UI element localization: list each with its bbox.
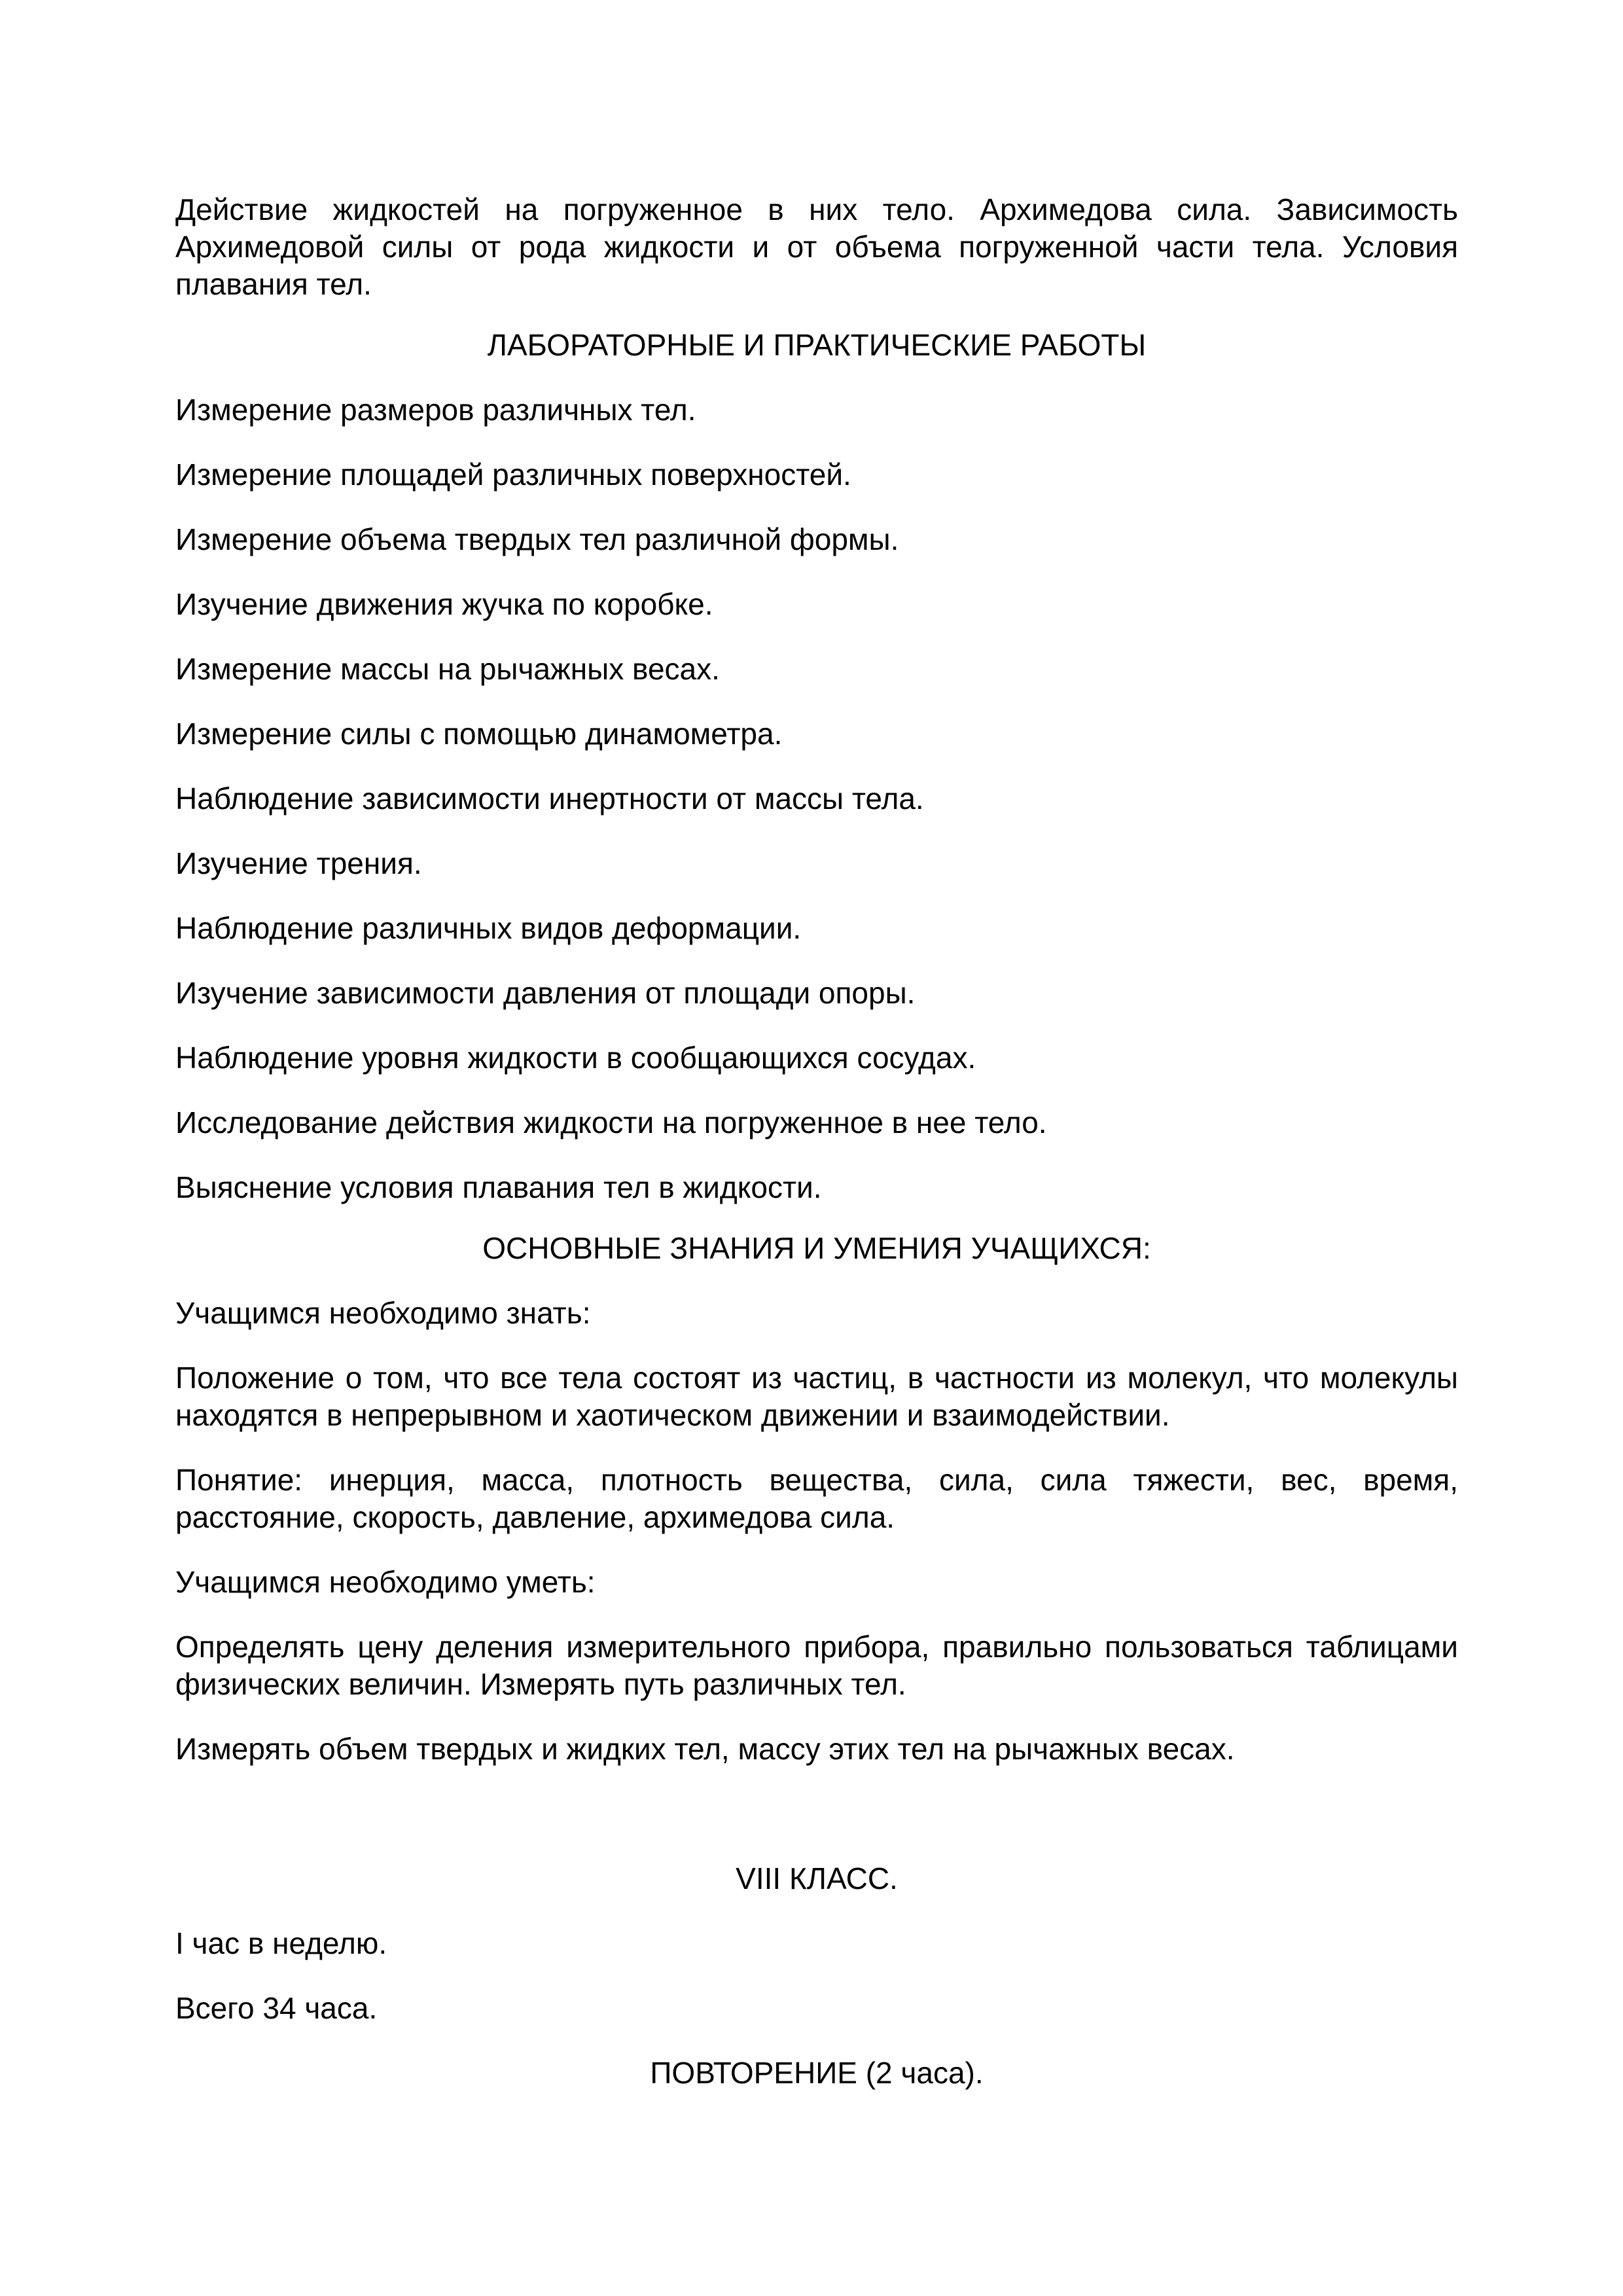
know-intro: Учащимся необходимо знать: (175, 1296, 591, 1330)
lab-item: Исследование действия жидкости на погруженное в нее тело. (175, 1105, 1047, 1139)
lab-item: Измерение объема твердых тел различной формы. (175, 522, 899, 556)
hours-per-week: I час в неделю. (175, 1926, 387, 1960)
lab-item: Изучение движения жучка по коробке. (175, 587, 713, 621)
lab-item: Изучение зависимости давления от площади опоры. (175, 976, 916, 1010)
skills-heading: ОСНОВНЫЕ ЗНАНИЯ И УМЕНИЯ УЧАЩИХСЯ: (482, 1231, 1151, 1265)
able-item: Определять цену деления измерительного прибора, правильно пользоваться таблицами физических величин. Измерять путь различных тел. (175, 1630, 1458, 1701)
lab-item: Наблюдение уровня жидкости в сообщающихся сосудах. (175, 1041, 976, 1075)
know-item: Положение о том, что все тела состоят из частиц, в частности из молекул, что молекулы находятся в непрерывном и хаотическом движении и взаимодействии. (175, 1361, 1458, 1432)
lab-item: Наблюдение различных видов деформации. (175, 911, 802, 945)
lab-item: Измерение силы с помощью динамометра. (175, 717, 783, 751)
lab-item: Наблюдение зависимости инертности от массы тела. (175, 781, 924, 816)
hours-total: Всего 34 часа. (175, 1991, 378, 2025)
able-item: Измерять объем твердых и жидких тел, массу этих тел на рычажных весах. (175, 1732, 1235, 1766)
repeat-heading: ПОВТОРЕНИЕ (2 часа). (650, 2056, 984, 2090)
lab-heading: ЛАБОРАТОРНЫЕ И ПРАКТИЧЕСКИЕ РАБОТЫ (487, 328, 1147, 362)
lab-item: Измерение площадей различных поверхностей. (175, 457, 851, 492)
know-item: Понятие: инерция, масса, плотность вещества, сила, сила тяжести, вес, время, расстояние, скорость, давление, архимедова сила. (175, 1463, 1458, 1534)
grade-heading: VIII КЛАСС. (736, 1861, 898, 1895)
intro-paragraph: Действие жидкостей на погруженное в них тело. Архимедова сила. Зависимость Архимедовой силы от рода жидкости и от объема погруженной части тела. Условия плавания тел. (175, 192, 1458, 301)
document-page (175, 191, 1458, 2092)
able-intro: Учащимся необходимо уметь: (175, 1565, 596, 1599)
lab-item: Выяснение условия плавания тел в жидкости. (175, 1170, 822, 1204)
lab-item: Измерение размеров различных тел. (175, 393, 696, 427)
lab-item: Изучение трения. (175, 846, 422, 880)
lab-item: Измерение массы на рычажных весах. (175, 652, 720, 686)
